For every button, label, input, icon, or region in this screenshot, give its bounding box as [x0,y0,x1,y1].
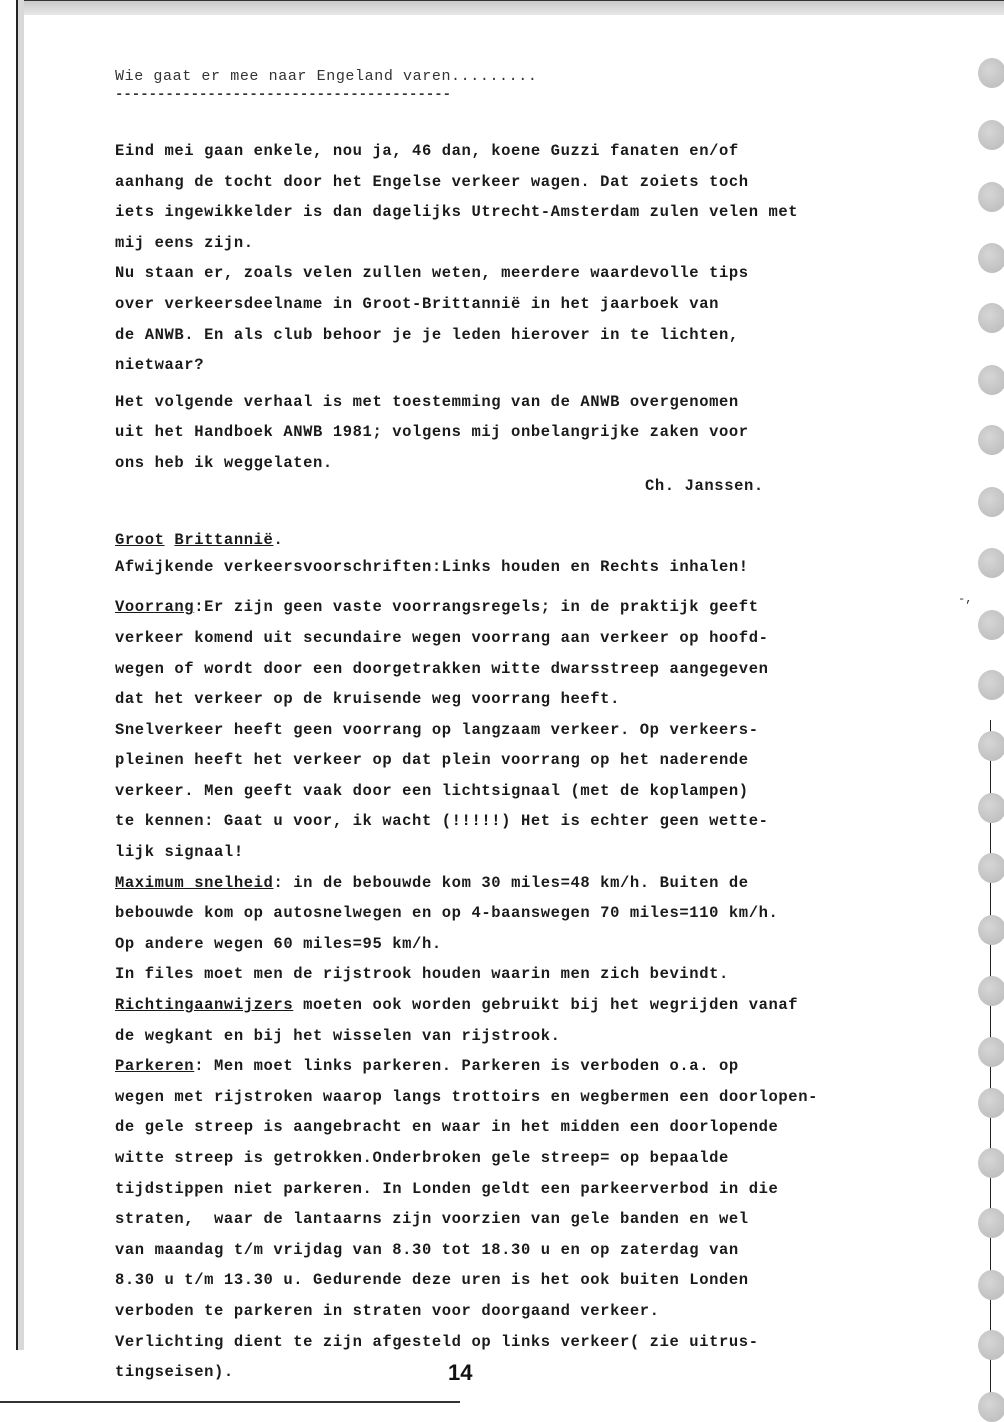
binder-hole [978,610,1004,640]
text-line: Op andere wegen 60 miles=95 km/h. [115,934,442,953]
text-line: Nu staan er, zoals velen zullen weten, meerdere waardevolle tips [115,264,749,283]
scan-left-shadow [18,0,24,1350]
text-line [115,990,975,1021]
text-line: over verkeersdeelname in Groot-Brittannië in het jaarboek van [115,294,719,313]
text-line: de gele streep is aangebracht en waar in het midden een doorlopende [115,1118,779,1137]
text-line: uit het Handboek ANWB 1981; volgens mij onbelangrijke zaken voor [115,423,749,442]
binder-hole [978,731,1004,761]
binder-hole [978,365,1004,395]
text-line: verboden te parkeren in straten voor doorgaand verkeer. [115,1301,660,1320]
document-title: Wie gaat er mee naar Engeland varen......... [115,68,538,85]
term-parkeren: Parkeren [115,1057,195,1076]
source-paragraph [115,387,975,501]
text-line: ons heb ik weggelaten. [115,453,333,472]
margin-mark: -, [958,592,973,606]
scan-top-edge [18,0,1004,15]
text-line: nietwaar? [115,356,205,375]
binder-hole [978,976,1004,1006]
text-line: straten, waar de lantaarns zijn voorzien van gele banden en wel [115,1210,749,1229]
text-span: : Men moet links parkeren. Parkeren is verboden o.a. op [194,1057,739,1076]
text-line: pleinen heeft het verkeer op dat plein voorrang op het naderende [115,751,749,770]
text-line: aanhang de tocht door het Engelse verkeer wagen. Dat zoiets toch [115,172,749,191]
text-line: mij eens zijn. [115,233,254,252]
heading-word-brittannie: Brittannië [174,531,274,550]
voorrang-paragraph [115,592,975,867]
text-span: moeten ook worden gebruikt bij het wegrijden vanaf [293,996,799,1015]
heading-period: . [273,531,284,550]
text-line: lijk signaal! [115,843,244,862]
text-line: In files moet men de rijstrook houden waarin men zich bevindt. [115,965,729,984]
page-number: 14 [448,1360,473,1385]
text-line: 8.30 u t/m 13.30 u. Gedurende deze uren is het ook buiten Londen [115,1271,749,1290]
author-signature: Ch. Janssen. [645,476,764,495]
binder-hole [978,853,1004,883]
binder-hole [978,1208,1004,1238]
text-span: : in de bebouwde kom 30 miles=48 km/h. Buiten de [273,873,749,892]
binder-hole [978,303,1004,333]
heading-word-groot: Groot [115,531,165,550]
term-voorrang: Voorrang [115,598,195,617]
text-line: witte streep is getrokken.Onderbroken gele streep= op bepaalde [115,1149,729,1167]
term-maximum-snelheid: Maximum snelheid [115,873,274,892]
text-line [115,1051,975,1082]
text-span: :Er zijn geen vaste voorrangsregels; in de praktijk geeft [194,598,759,617]
text-line [115,592,975,623]
binder-hole [978,1330,1004,1360]
text-line: verkeer. Men geeft vaak door een lichtsignaal (met de koplampen) [115,781,749,800]
binder-hole [978,915,1004,945]
snelheid-paragraph [115,868,975,990]
binder-hole [978,1037,1004,1067]
text-line [115,868,975,899]
text-line: dat het verkeer op de kruisende weg voorrang heeft. [115,690,620,709]
text-line: Het volgende verhaal is met toestemming van de ANWB overgenomen [115,392,739,411]
binder-hole [978,120,1004,150]
text-line: bebouwde kom op autosnelwegen en op 4-baanswegen 70 miles=110 km/h. [115,904,779,923]
binder-hole [978,1088,1004,1118]
binder-hole [978,58,1004,88]
binder-hole [978,243,1004,273]
text-line: Snelverkeer heeft geen voorrang op langzaam verkeer. Op verkeers- [115,720,759,739]
text-line: tingseisen). [115,1363,234,1382]
binder-hole [978,425,1004,455]
title-dash-underline: ---------------------------------------- [115,90,452,102]
typed-document [115,64,975,1388]
text-line: verkeer komend uit secundaire wegen voorrang aan verkeer op hoofd- [115,628,769,647]
text-line: de ANWB. En als club behoor je je leden hierover in te lichten, [115,325,739,344]
scan-right-edge [990,720,991,1414]
binder-hole [978,1270,1004,1300]
text-line: van maandag t/m vrijdag van 8.30 tot 18.30 u en op zaterdag van [115,1240,739,1259]
binder-hole [978,487,1004,517]
binder-hole [978,670,1004,700]
binder-hole [978,1392,1004,1422]
text-line: te kennen: Gaat u voor, ik wacht (!!!!!) Het is echter geen wette- [115,812,769,831]
text-line: wegen met rijstroken waarop langs trottoirs en wegbermen een doorlopen- [115,1087,819,1106]
term-richtingaanwijzers: Richtingaanwijzers [115,996,294,1015]
text-line: Verlichting dient te zijn afgesteld op links verkeer( zie uitrus- [115,1332,759,1351]
parkeren-paragraph [115,1051,975,1388]
binder-hole [978,1148,1004,1178]
scan-bottom-edge [0,1401,460,1403]
section-subheading: Afwijkende verkeersvoorschriften:Links houden en Rechts inhalen! [115,557,749,576]
binder-hole [978,548,1004,578]
richting-paragraph [115,990,975,1051]
intro-paragraph [115,136,975,381]
text-line: wegen of wordt door een doorgetrakken witte dwarsstreep aangegeven [115,659,769,678]
text-line: tijdstippen niet parkeren. In Londen geldt een parkeerverbod in die [115,1179,779,1198]
binder-hole [978,182,1004,212]
text-line: iets ingewikkelder is dan dagelijks Utrecht-Amsterdam zulen velen met [115,203,799,222]
binder-hole [978,793,1004,823]
text-line: de wegkant en bij het wisselen van rijstrook. [115,1026,561,1045]
text-line: Eind mei gaan enkele, nou ja, 46 dan, koene Guzzi fanaten en/of [115,142,739,160]
